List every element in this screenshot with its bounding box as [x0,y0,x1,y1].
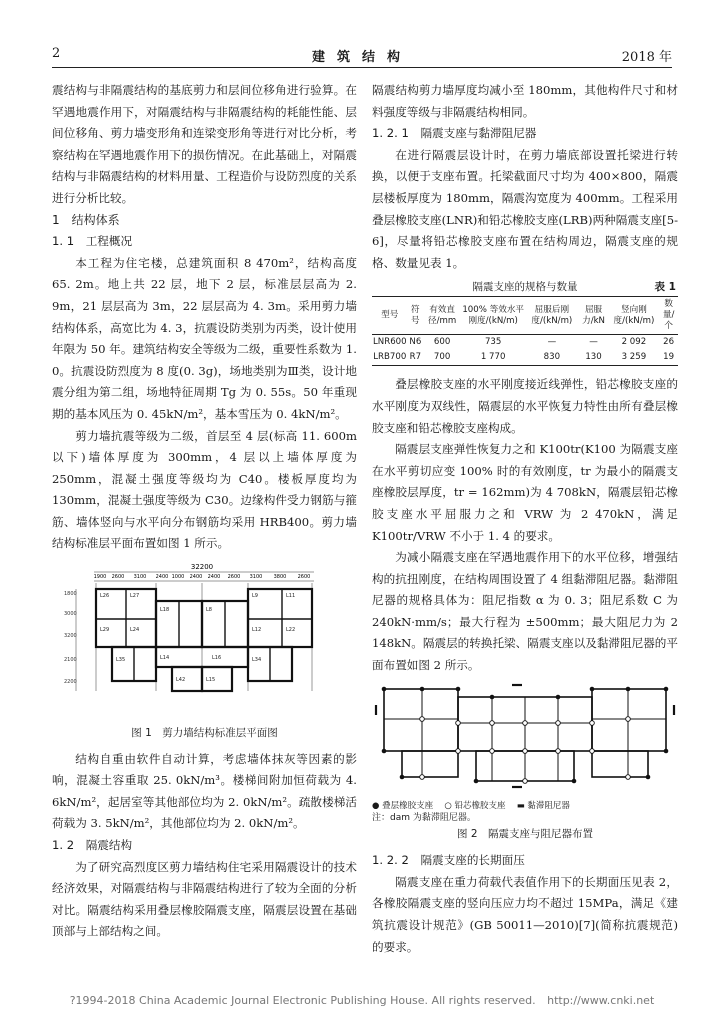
plan-dim-7: 2400 [207,574,221,581]
table-header-diameter: 有效直径/mm [423,297,461,335]
isolation-structure-paragraph: 为了研究高烈度区剪力墙结构住宅采用隔震设计的技术经济效果，对隔震结构与非隔震结构进行了较为全面的分析对比。隔震结构采用叠层橡胶隔震支座，隔震层设置在基础顶部与上部结构之间。 [52,859,357,939]
table-cell: 700 [423,350,461,366]
plan-dim-6: 2400 [189,574,203,581]
figure-1-caption: 图 1 剪力墙结构标准层平面图 [131,726,278,739]
table-cell: 26 [663,337,675,348]
table-cell: 130 [579,350,609,366]
plan-dim-9: 3100 [249,574,263,581]
table-cell: LNR600 [373,337,407,348]
legend-lrb-icon: ○ [444,801,452,812]
table-cell: — [589,337,598,348]
table-1-number: 表 1 [654,281,676,294]
bearing-design-paragraph: 在进行隔震层设计时，在剪力墙底部设置托梁进行转换，以便于支座布置。托梁截面尺寸均为 400×800，隔震层楼板厚度为 180mm，隔震沟宽度为 400mm。工程采用叠层橡胶支座(LNR)和铅芯橡胶支座(LRB)两种隔震支座[5-6]，尽量将铅芯橡胶支座布置在结构周边，隔震支座的规格、数量见表 1。 [372,147,678,270]
table-cell: 830 [525,350,578,366]
section-heading-1-2-2: 1. 2. 2 隔震支座的长期面压 [372,853,525,868]
project-overview-paragraph: 本工程为住宅楼，总建筑面积 8 470m²，结构高度 65. 2m。地上共 22 层，地下 2 层，标准层层高为 2. 9m，21 层层高为 3m，22 层层高为 4. 3m。采用剪力墙结构体系，高宽比为 4. 3，抗震设防类别为丙类，设计使用年限为 50 年。建筑结构安全等级为二级，重要性系数为 1. 0。抗震设防烈度为 8 度(0. 3g)，场地类别为Ⅲ类，设计地震分组为第二组，场地特征周期 Tg 为 0. 55s。50 年重现期的基本风压为 0. 45kN/m²，基本雪压为 0. 4kN/m²。 [52,255,357,421]
svg-text:L24: L24 [130,627,140,634]
svg-text:L18: L18 [160,607,170,614]
section-heading-1: 1 结构体系 [52,212,120,227]
plan-dim-4: 2400 [155,574,169,581]
figure-2-bearing-layout [372,683,678,797]
table-cell: R7 [408,350,424,366]
table-cell: N6 [409,337,422,348]
table-header-vertical: 竖向刚度/(kN/m) [609,297,660,335]
svg-text:L34: L34 [252,657,262,664]
figure-2-note: 注：dam 为黏滞阻尼器。 [372,813,476,824]
section-heading-1-2-1: 1. 2. 1 隔震支座与黏滞阻尼器 [372,126,537,141]
plan-dim-1: 1900 [93,574,107,581]
right-column [372,80,678,958]
svg-text:L8: L8 [206,607,212,614]
plan-dim-11: 2600 [297,574,311,581]
legend-lnr-icon: ● [372,801,380,812]
left-column [52,80,357,943]
table-cell: 2 092 [621,337,647,348]
svg-text:L9: L9 [252,593,258,600]
issue-year: 2018 年 [621,50,672,65]
svg-text:L42: L42 [176,677,186,684]
legend-lrb-label: 铅芯橡胶支座 [454,801,506,812]
svg-text:L15: L15 [206,677,216,684]
table-header-yield: 屈服力/kN [579,297,609,335]
legend-lnr-label: 叠层橡胶支座 [382,801,434,812]
svg-text:2200: 2200 [64,679,77,686]
running-header [52,46,672,66]
copyright-notice: ?1994-2018 China Academic Journal Electronic Publishing House. All rights reserved. [69,994,536,1007]
legend-damper-label: 黏滞阻尼器 [527,801,570,812]
svg-text:L14: L14 [160,655,170,662]
svg-text:2100: 2100 [64,657,77,664]
table-cell: 19 [659,350,678,366]
svg-text:3200: 3200 [64,633,77,640]
table-cell: 735 [484,337,502,348]
table-row [372,335,678,351]
floor-plan-drawing [52,561,357,713]
svg-text:1800: 1800 [64,591,77,598]
plan-dim-10: 3800 [273,574,287,581]
plan-dim-2: 2600 [111,574,125,581]
load-paragraph: 结构自重由软件自动计算，考虑墙体抹灰等因素的影响，混凝土容重取 25. 0kN/m³。楼梯间附加恒荷载为 4. 6kN/m²，起居室等其他部位均为 2. 0kN/m²。疏散楼梯活荷载为 3. 5kN/m²，其他部位均为 2. 0kN/m²。 [52,751,357,831]
table-header-post-yield: 屈服后刚度/(kN/m) [525,297,578,335]
svg-text:3000: 3000 [64,611,77,618]
figure-2-caption: 图 2 隔震支座与阻尼器布置 [456,828,594,841]
table-1-caption: 隔震支座的规格与数量 [472,281,578,294]
plan-dim-5: 1000 [171,574,185,581]
page-footer [0,994,724,1007]
bearing-layout-drawing [372,683,678,789]
damper-paragraph: 为减小隔震支座在罕遇地震作用下的水平位移，增强结构的抗扭刚度，在结构周围设置了 4 组黏滞阻尼器。黏滞阻尼器的规格具体为：阻尼指数 α 为 0. 3；阻尼系数 C 为 240kN·mm/s；最大行程为 ±500mm；最大阻尼力为 2 148kN。隔震层的转换托梁、隔震支座以及黏滞阻尼器的平面布置如图 2 所示。 [372,550,678,673]
svg-text:L22: L22 [286,627,296,634]
svg-text:L29: L29 [100,627,110,634]
table-cell: 3 259 [609,350,660,366]
journal-title: 建筑结构 [311,50,412,65]
restoring-force-paragraph: 叠层橡胶支座的水平刚度接近线弹性，铅芯橡胶支座的水平刚度为双线性，隔震层的水平恢复力特性由所有叠层橡胶支座和铅芯橡胶支座构成。 [372,377,678,435]
table-cell: — [547,337,557,348]
svg-text:L16: L16 [212,655,222,662]
plan-total-dimension: 32200 [190,563,214,572]
bearing-spec-table [372,296,678,366]
plan-dim-3: 3100 [133,574,147,581]
plan-dim-8: 2600 [227,574,241,581]
svg-text:L26: L26 [100,593,110,600]
long-term-pressure-paragraph: 隔震支座在重力荷载代表值作用下的长期面压见表 2，各橡胶隔震支座的竖向压应力均不超过 15MPa，满足《建筑抗震设计规范》(GB 50011—2010)[7](简称抗震规范)的要求。 [372,874,678,954]
table-header-model: 型号 [372,297,408,335]
table-1-title [372,278,678,296]
legend-damper-icon: ▬ [516,801,525,812]
figure-1-floor-plan [52,561,357,721]
publisher-url: http://www.cnki.net [547,994,655,1007]
table-header-eq-stiff: 100% 等效水平刚度/(kN/m) [461,297,525,335]
page-number: 2 [52,46,61,61]
svg-text:L35: L35 [116,657,126,664]
section-heading-1-2: 1. 2 隔震结构 [52,838,133,853]
intro-paragraph: 震结构与非隔震结构的基底剪力和层间位移角进行验算。在罕遇地震作用下，对隔震结构与非隔震结构的耗能性能、层间位移角、剪力墙变形角和连梁变形角等进行对比分析，考察结构在罕遇地震作用下的损伤情况。在此基础上，对隔震结构与非隔震结构的材料用量、工程造价与设防烈度的关系进行分析比较。 [52,83,357,205]
elastic-restoring-paragraph: 隔震层支座弹性恢复力之和 K100tr(K100 为隔震支座在水平剪切应变 100% 时的有效刚度，tr 为最小的隔震支座橡胶层厚度，tr = 162mm)为 4 708kN，隔震层铅芯橡胶支座水平屈服力之和 VRW 为 2 470kN，满足 K100tr/VRW 不小于 1. 4 的要求。 [372,442,678,543]
svg-text:L27: L27 [130,593,140,600]
wall-thickness-paragraph: 隔震结构剪力墙厚度均减小至 180mm，其他构件尺寸和材料强度等级与非隔震结构相同。 [372,83,678,119]
table-cell: LRB700 [372,350,408,366]
table-cell: 600 [433,337,451,348]
header-rule [52,67,672,68]
section-heading-1-1: 1. 1 工程概况 [52,234,133,249]
table-header-count: 数量/个 [659,297,678,335]
table-row [372,350,678,366]
svg-text:L11: L11 [286,593,296,600]
table-header-symbol: 符号 [408,297,424,335]
svg-text:L12: L12 [252,627,262,634]
shear-wall-paragraph: 剪力墙抗震等级为二级，首层至 4 层(标高 11. 600m 以下)墙体厚度为 300mm，4 层以上墙体厚度为 250mm，混凝土强度等级均为 C40。楼板厚度均为 130mm，混凝土强度等级为 C30。边缘构件受力钢筋与箍筋、墙体竖向与水平向分布钢筋均采用 HRB400。剪力墙结构标准层平面布置如图 1 所示。 [52,428,357,551]
figure-2-legend [372,800,678,812]
table-cell: 1 770 [461,350,525,366]
